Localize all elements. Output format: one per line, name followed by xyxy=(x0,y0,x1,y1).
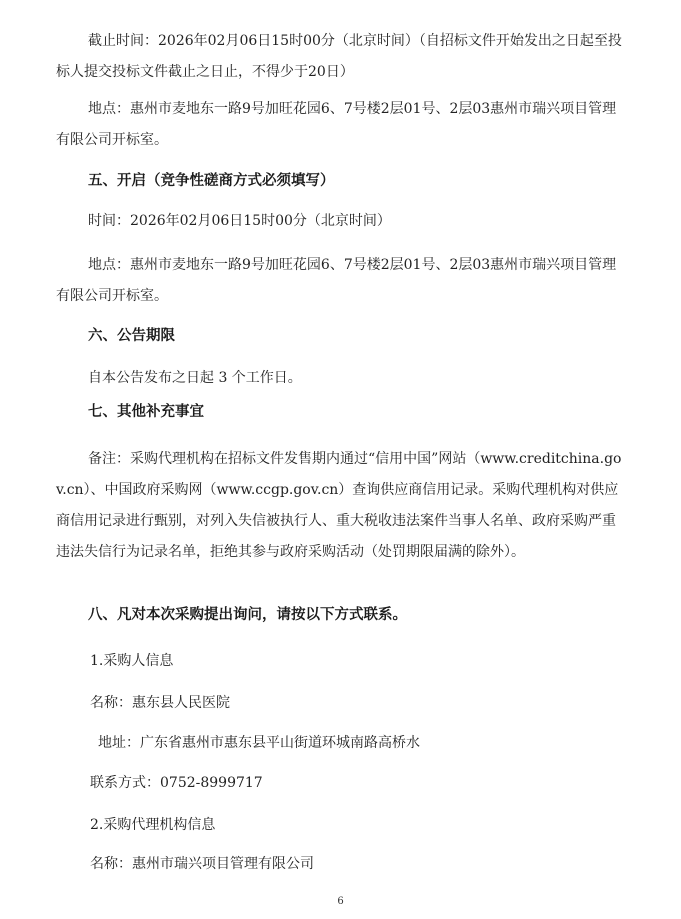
bid-location-text: 惠州市麦地东一路9号加旺花园6、7号楼2层01号、2层03惠州市瑞兴项目管理有限公司开标室。 xyxy=(56,101,617,148)
deadline-label: 截止时间： xyxy=(88,33,158,49)
purchaser-contact: 联系方式：0752-8999717 xyxy=(90,775,263,791)
opening-time-paragraph xyxy=(56,206,626,237)
section8-heading: 八、凡对本次采购提出询问，请按以下方式联系。 xyxy=(88,607,407,623)
remarks-paragraph: 备注：采购代理机构在招标文件发售期内通过“信用中国”网站（www.creditchina.gov.cn）、中国政府采购网（www.ccgp.gov.cn）查询供应商信用记录。采购代理机构对供应商信用记录进行甄别，对列入失信被执行人、重大税收违法案件当事人名单、政府采购严重违法失信行为记录名单，拒绝其参与政府采购活动（处罚期限届满的除外）。 xyxy=(56,451,622,560)
opening-location-label: 地点： xyxy=(88,257,130,273)
opening-location-text: 惠州市麦地东一路9号加旺花园6、7号楼2层01号、2层03惠州市瑞兴项目管理有限公司开标室。 xyxy=(56,257,617,304)
section7-heading: 七、其他补充事宜 xyxy=(88,404,204,420)
deadline-text: 2026年02月06日15时00分（北京时间）（自招标文件开始发出之日起至投标人提交投标文件截止之日止，不得少于20日） xyxy=(56,33,622,80)
page-number: 6 xyxy=(337,896,344,907)
purchaser-name: 名称：惠东县人民医院 xyxy=(90,695,230,711)
opening-time-text: 2026年02月06日15时00分（北京时间） xyxy=(130,213,391,229)
bid-location-label: 地点： xyxy=(88,101,130,117)
purchaser-info-title: 1.采购人信息 xyxy=(90,653,174,669)
agency-name: 名称：惠州市瑞兴项目管理有限公司 xyxy=(90,856,314,872)
deadline-paragraph xyxy=(56,26,626,88)
notice-period-text: 自本公告发布之日起 3 个工作日。 xyxy=(88,370,302,386)
opening-location-paragraph xyxy=(56,250,626,312)
section5-heading: 五、开启（竞争性磋商方式必须填写） xyxy=(88,173,335,189)
bid-location-paragraph xyxy=(56,94,626,156)
agency-info-title: 2.采购代理机构信息 xyxy=(90,817,216,833)
opening-time-label: 时间： xyxy=(88,213,130,229)
section6-heading: 六、公告期限 xyxy=(88,328,175,344)
purchaser-address: 地址：广东省惠州市惠东县平山街道环城南路高桥水 xyxy=(98,735,420,751)
